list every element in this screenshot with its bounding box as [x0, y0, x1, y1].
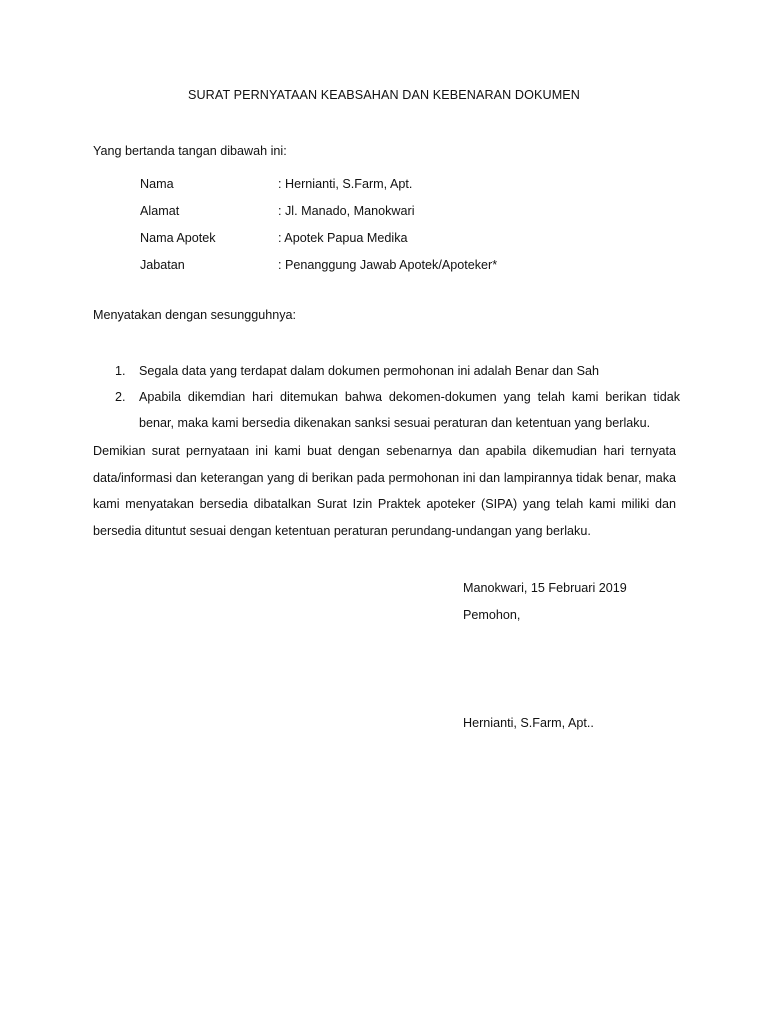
list-item	[115, 358, 680, 384]
field-value: : Jl. Manado, Manokwari	[278, 203, 415, 218]
identity-fields	[140, 170, 660, 278]
statement-list	[115, 358, 680, 436]
field-row-alamat	[140, 197, 660, 224]
field-label: Jabatan	[140, 257, 185, 272]
field-label: Nama Apotek	[140, 230, 216, 245]
field-value: : Apotek Papua Medika	[278, 230, 408, 245]
field-value: : Hernianti, S.Farm, Apt.	[278, 176, 413, 191]
list-item-text: Segala data yang terdapat dalam dokumen permohonan ini adalah Benar dan Sah	[139, 364, 600, 378]
statement-heading: Menyatakan dengan sesungguhnya:	[93, 308, 297, 322]
field-label: Alamat	[140, 203, 180, 218]
field-label: Nama	[140, 176, 174, 191]
closing-paragraph: Demikian surat pernyataan ini kami buat dengan sebenarnya dan apabila dikemudian hari ternyata data/informasi dan keterangan yang di berikan pada permohonan ini dan lampirannya tidak benar, maka kami menyatakan bersedia dibatalkan Surat Izin Praktek apoteker (SIPA) yang telah kami miliki dan bersedia dituntut sesuai dengan ketentuan peraturan perundang-undangan yang berlaku.	[93, 444, 676, 538]
signer-name: Hernianti, S.Farm, Apt..	[463, 716, 594, 730]
field-row-jabatan	[140, 251, 660, 278]
list-item-number: 1.	[115, 364, 126, 378]
field-row-nama-apotek	[140, 224, 660, 251]
document-title: SURAT PERNYATAAN KEABSAHAN DAN KEBENARAN DOKUMEN	[187, 88, 581, 102]
signer-role: Pemohon,	[463, 608, 521, 622]
intro-text: Yang bertanda tangan dibawah ini:	[93, 144, 287, 158]
field-row-nama	[140, 170, 660, 197]
place-date: Manokwari, 15 Februari 2019	[463, 581, 627, 595]
field-value: : Penanggung Jawab Apotek/Apoteker*	[278, 257, 498, 272]
signature-block	[463, 577, 723, 631]
list-item-number: 2.	[115, 390, 126, 404]
list-item-text: Apabila dikemdian hari ditemukan bahwa dekomen-dokumen yang telah kami berikan tidak benar, maka kami bersedia dikenakan sanksi sesuai peraturan dan ketentuan yang berlaku.	[139, 390, 680, 430]
list-item	[115, 384, 680, 436]
